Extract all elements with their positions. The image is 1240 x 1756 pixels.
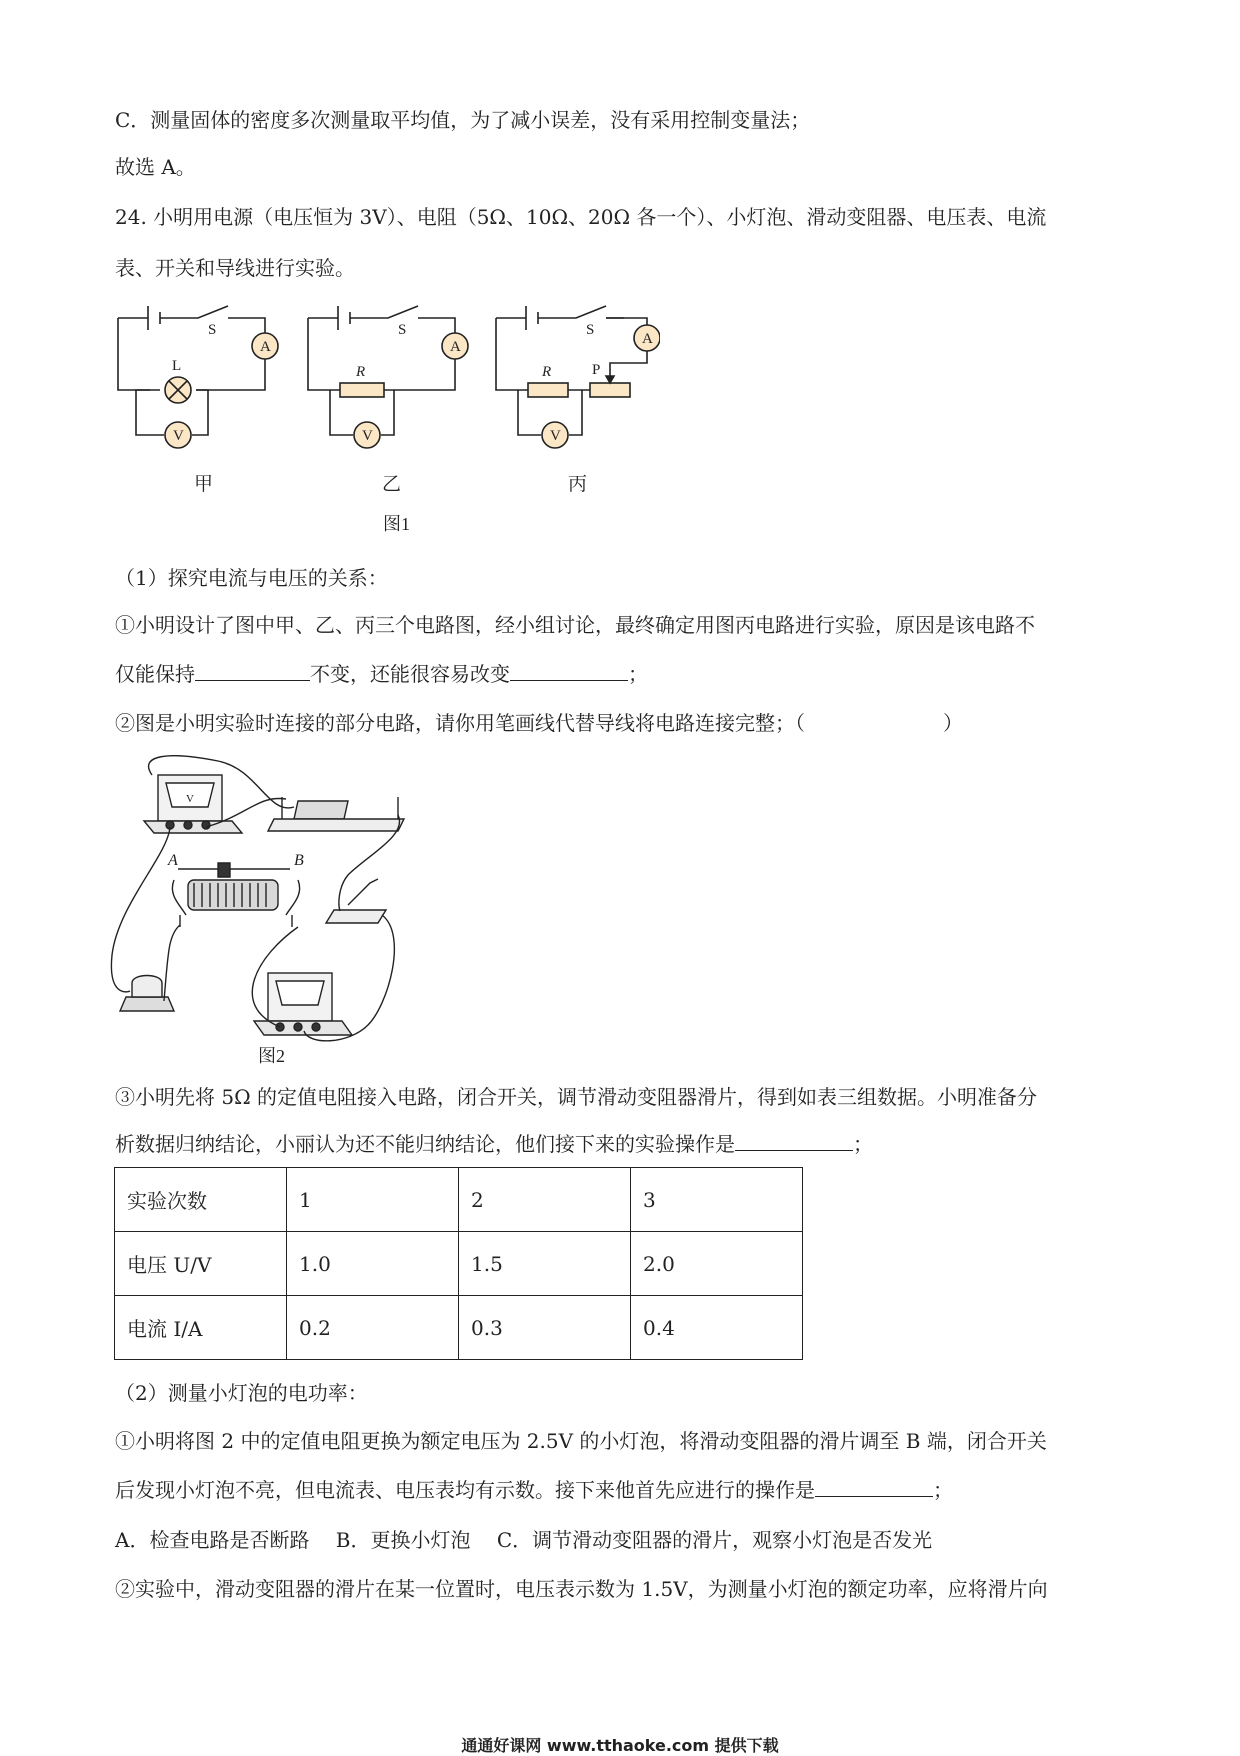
table-row <box>115 1296 803 1360</box>
power-supply <box>294 801 348 819</box>
fig1-yi-voltmeter: V <box>362 428 373 444</box>
fig1-label-jia: 甲 <box>194 474 214 495</box>
fig1-bing-switch: S <box>586 322 595 338</box>
fig1-label-yi: 乙 <box>382 474 402 495</box>
p1-item2-line: ②图是小明实验时连接的部分电路，请你用笔画线代替导线将电路连接完整；（ ） <box>115 711 963 735</box>
table-cell: 0.3 <box>459 1296 631 1360</box>
fig1-bing-ammeter: A <box>642 331 653 347</box>
p1-item3-line1: ③小明先将 5Ω 的定值电阻接入电路，闭合开关，调节滑动变阻器滑片，得到如表三组数据。小明准备分 <box>115 1085 1038 1109</box>
part2-title: （2）测量小灯泡的电功率： <box>115 1381 368 1405</box>
answer-blank-4[interactable] <box>735 1130 853 1151</box>
table-cell: 2 <box>459 1168 631 1232</box>
p1-item1-line1: ①小明设计了图中甲、乙、丙三个电路图，经小组讨论，最终确定用图丙电路进行实验，原因是该电路不 <box>115 613 1035 637</box>
fig1-bing-slider: P <box>592 362 601 378</box>
answer-blank-2[interactable] <box>510 660 628 681</box>
p1-item3-line2: 析数据归纳结论，小丽认为还不能归纳结论，他们接下来的实验操作是 ； <box>115 1132 873 1156</box>
answer-blank-1[interactable] <box>195 660 310 681</box>
fig1-bing-voltmeter: V <box>550 428 561 444</box>
fig1-caption: 图1 <box>383 514 410 534</box>
table-cell: 实验次数 <box>115 1168 287 1232</box>
data-table <box>114 1167 803 1360</box>
table-cell: 1 <box>287 1168 459 1232</box>
table-cell: 1.5 <box>459 1232 631 1296</box>
fig1-yi-resistor: R <box>356 364 366 380</box>
fig1-jia-ammeter: A <box>260 339 271 355</box>
fig1-bing-resistor: R <box>542 364 552 380</box>
resistor-holder <box>120 997 174 1011</box>
p2-options: A．检查电路是否断路 B．更换小灯泡 C．调节滑动变阻器的滑片，观察小灯泡是否发光 <box>115 1528 933 1552</box>
p2-item2-line: ②实验中，滑动变阻器的滑片在某一位置时，电压表示数为 1.5V，为测量小灯泡的额定功率，应将滑片向 <box>115 1577 1048 1601</box>
option-c-text: C．测量固体的密度多次测量取平均值，为了减小误差，没有采用控制变量法； <box>115 108 811 132</box>
table-row <box>115 1232 803 1296</box>
rheostat-end-b: B <box>294 852 304 869</box>
figure1-circuits <box>100 290 660 540</box>
voltmeter-face-label: V <box>186 793 194 805</box>
p1-item1-line2: 仅能保持 不变，还能很容易改变 ； <box>115 662 648 686</box>
table-cell: 0.2 <box>287 1296 459 1360</box>
p2-item1-line2: 后发现小灯泡不亮，但电流表、电压表均有示数。接下来他首先应进行的操作是 ； <box>115 1478 953 1502</box>
fig1-jia-voltmeter: V <box>173 428 184 444</box>
figure2-caption: 图2 <box>258 1046 285 1066</box>
part1-title: （1）探究电流与电压的关系： <box>115 566 388 590</box>
footer-watermark: 通通好课网 www.tthaoke.com 提供下载 <box>461 1736 779 1755</box>
p2-item1-line1: ①小明将图 2 中的定值电阻更换为额定电压为 2.5V 的小灯泡，将滑动变阻器的滑片调至 B 端，闭合开关 <box>115 1429 1047 1453</box>
table-cell: 电流 I/A <box>115 1296 287 1360</box>
figure2-apparatus <box>108 755 448 1070</box>
answer-blank-5[interactable] <box>815 1476 933 1497</box>
rheostat-end-a: A <box>168 852 178 869</box>
table-cell: 电压 U/V <box>115 1232 287 1296</box>
table-cell: 3 <box>631 1168 803 1232</box>
q24-intro-line2: 表、开关和导线进行实验。 <box>115 256 355 280</box>
fig1-label-bing: 丙 <box>568 474 588 495</box>
q24-intro-line1: 24. 小明用电源（电压恒为 3V）、电阻（5Ω、10Ω、20Ω 各一个）、小灯泡、滑动变阻器、电压表、电流 <box>115 205 1047 229</box>
table-cell: 0.4 <box>631 1296 803 1360</box>
fig1-yi-ammeter: A <box>450 339 461 355</box>
fig1-jia-lamp: L <box>172 358 182 374</box>
table-cell: 1.0 <box>287 1232 459 1296</box>
answer-text: 故选 A。 <box>115 155 196 179</box>
fig1-jia-switch: S <box>208 322 217 338</box>
table-cell: 2.0 <box>631 1232 803 1296</box>
table-row <box>115 1168 803 1232</box>
fig1-yi-switch: S <box>398 322 407 338</box>
switch-device <box>326 910 386 923</box>
